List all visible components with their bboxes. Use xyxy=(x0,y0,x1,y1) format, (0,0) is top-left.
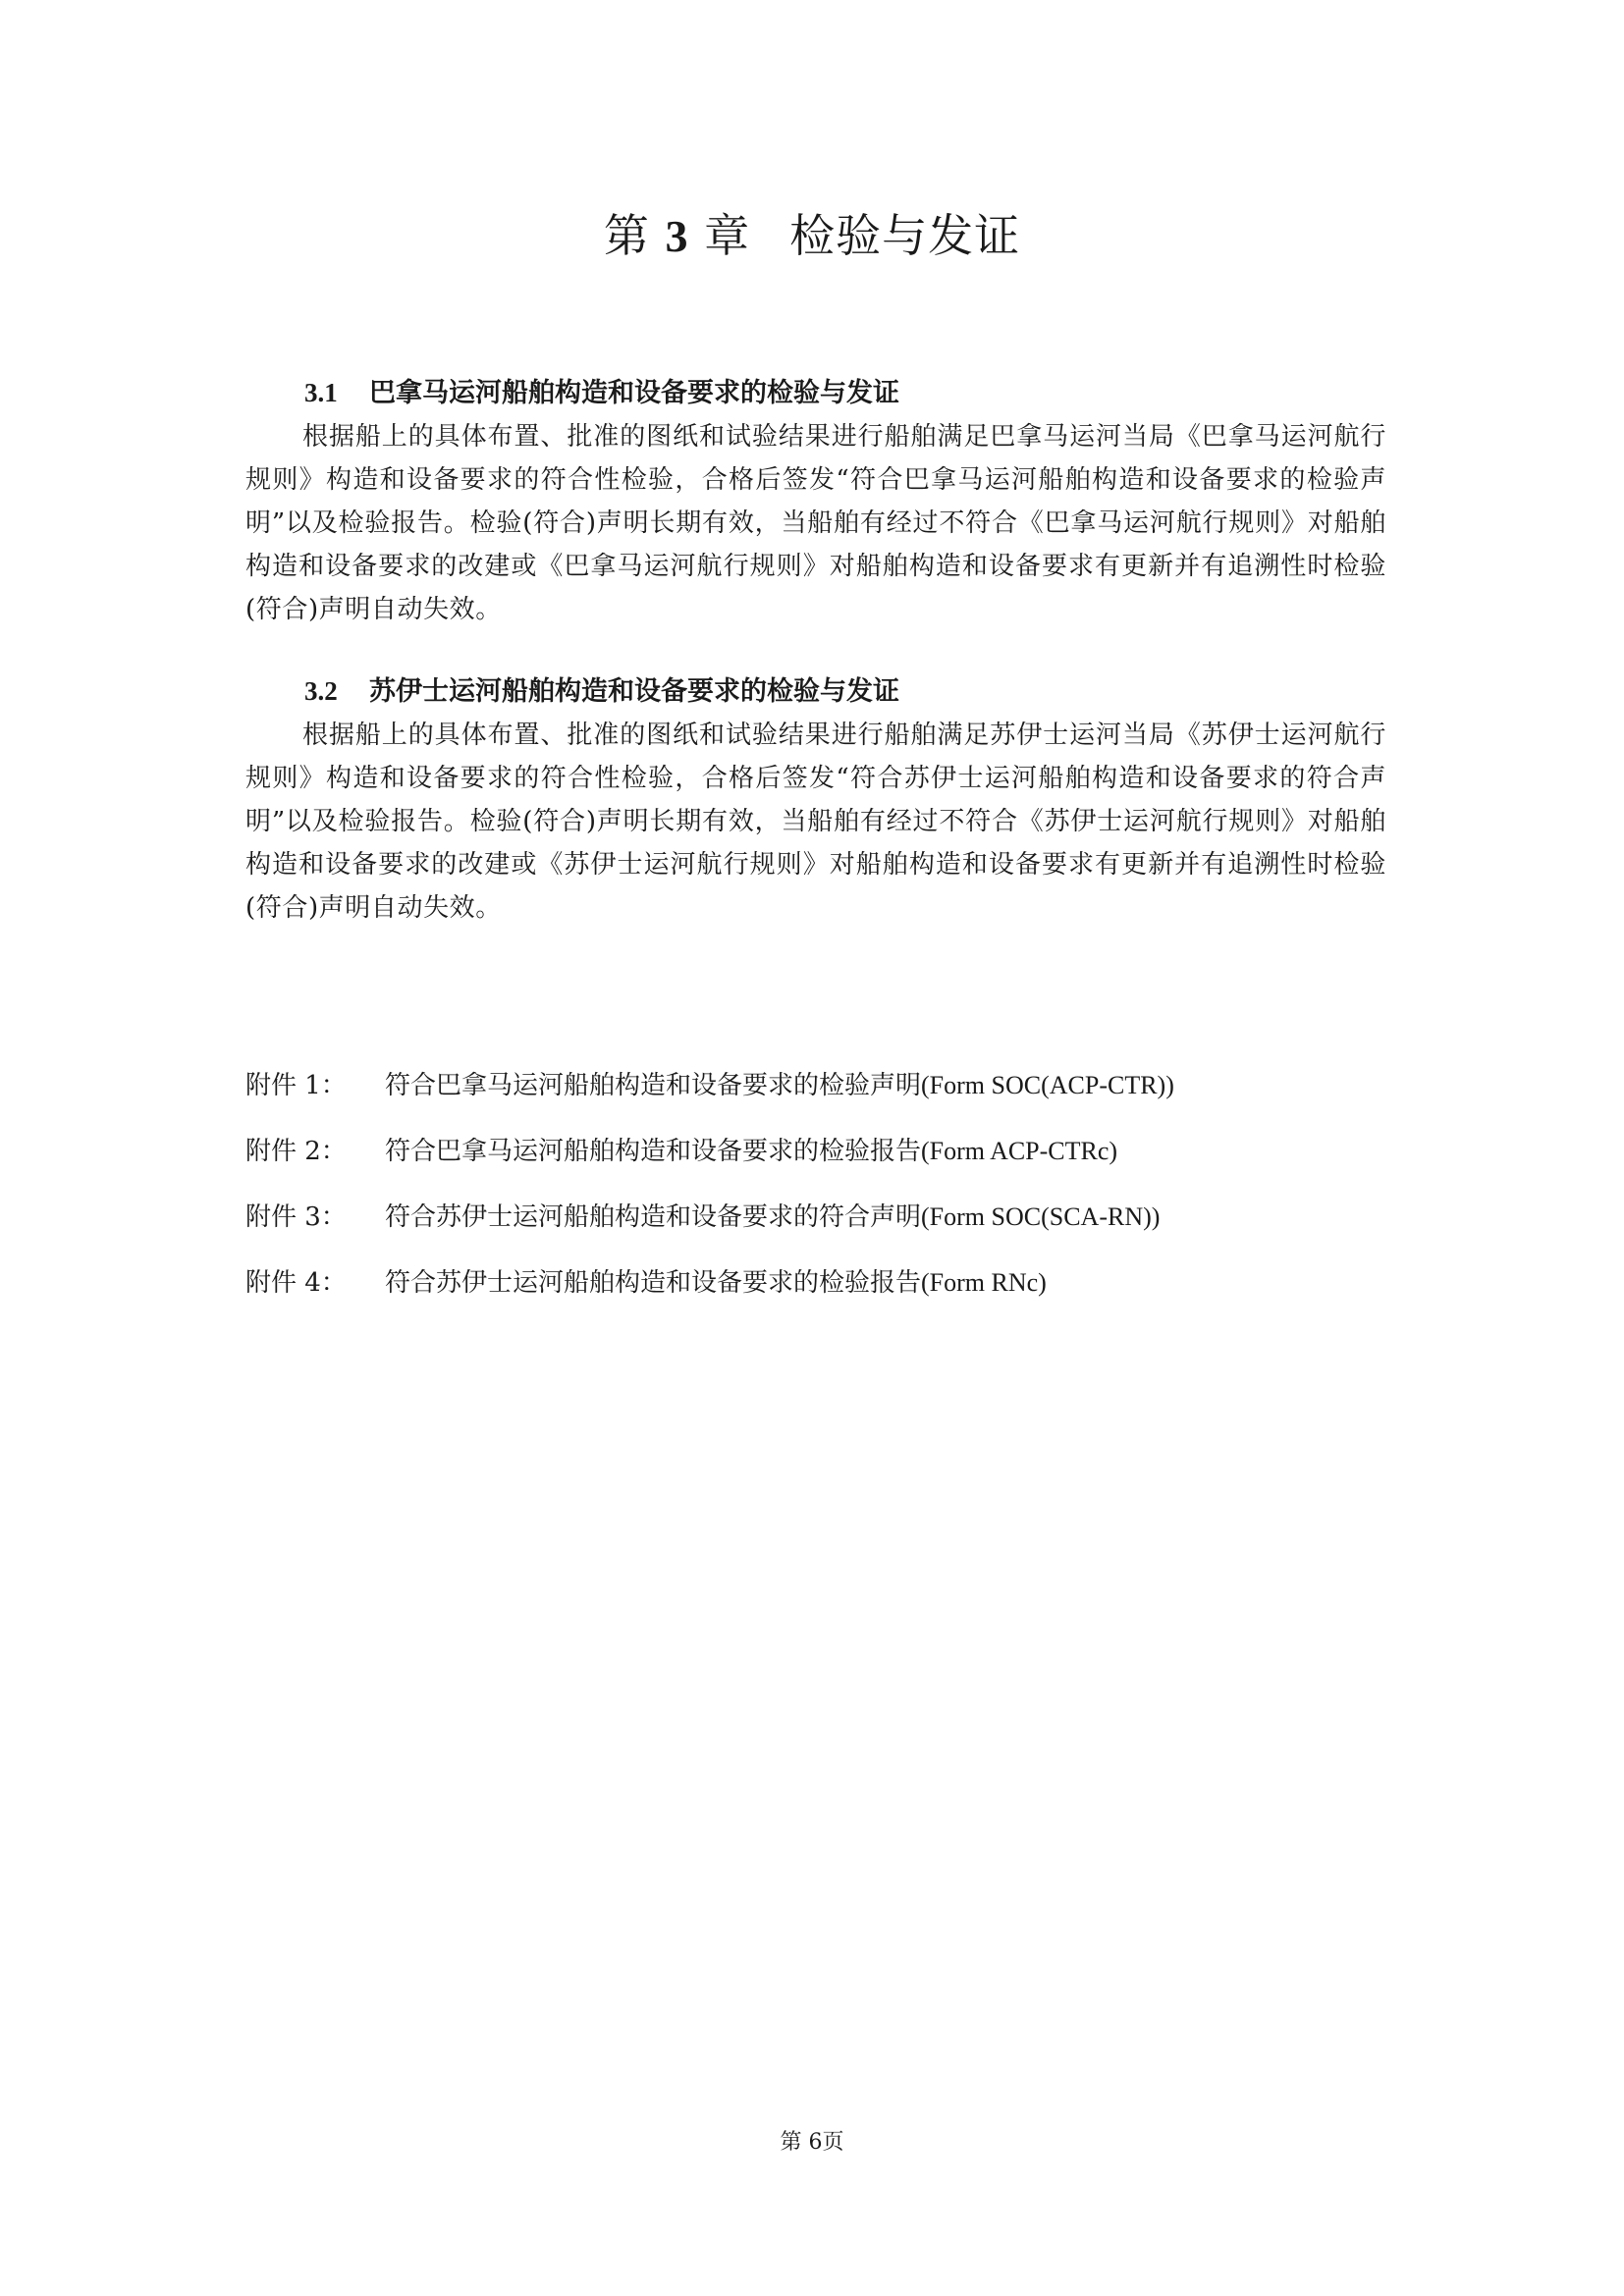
chapter-title-text: 检验与发证 xyxy=(789,209,1021,262)
attachment-label: 附件 3： xyxy=(245,1202,347,1232)
section-title: 苏伊士运河船舶构造和设备要求的检验与发证 xyxy=(369,676,899,707)
attachment-text: 符合苏伊士运河船舶构造和设备要求的符合声明(Form SOC(SCA-RN)) xyxy=(385,1202,1161,1231)
section-body: 根据船上的具体布置、批准的图纸和试验结果进行船舶满足苏伊士运河当局《苏伊士运河航行规则》构造和设备要求的符合性检验，合格后签发“符合苏伊士运河船舶构造和设备要求的符合声明”以及检验报告。检验(符合)声明长期有效，当船舶有经过不符合《苏伊士运河航行规则》对船舶构造和设备要求的改建或《苏伊士运河航行规则》对船舶构造和设备要求有更新并有追溯性时检验(符合)声明自动失效。 xyxy=(245,721,1386,923)
attachment-item xyxy=(245,1197,1386,1238)
chapter-prefix: 第 xyxy=(603,209,650,262)
section-number: 3.1 xyxy=(304,378,338,407)
section-heading xyxy=(245,371,1386,415)
attachment-text: 符合巴拿马运河船舶构造和设备要求的检验声明(Form SOC(ACP-CTR)) xyxy=(385,1071,1174,1099)
section-3-2 xyxy=(245,669,1386,930)
attachment-label: 附件 1： xyxy=(245,1071,347,1100)
attachment-item xyxy=(245,1131,1386,1172)
attachment-label: 附件 2： xyxy=(245,1137,347,1166)
section-body: 根据船上的具体布置、批准的图纸和试验结果进行船舶满足巴拿马运河当局《巴拿马运河航行规则》构造和设备要求的符合性检验，合格后签发“符合巴拿马运河船舶构造和设备要求的检验声明”以及检验报告。检验(符合)声明长期有效，当船舶有经过不符合《巴拿马运河航行规则》对船舶构造和设备要求的改建或《巴拿马运河航行规则》对船舶构造和设备要求有更新并有追溯性时检验(符合)声明自动失效。 xyxy=(245,422,1386,624)
chapter-title xyxy=(0,206,1624,266)
section-heading xyxy=(245,669,1386,714)
attachment-list xyxy=(245,1065,1386,1328)
page-number: 第 6页 xyxy=(780,2130,844,2155)
attachment-item xyxy=(245,1262,1386,1304)
attachment-item xyxy=(245,1065,1386,1106)
attachment-text: 符合巴拿马运河船舶构造和设备要求的检验报告(Form ACP-CTRc) xyxy=(385,1137,1118,1165)
chapter-number: 3 xyxy=(665,211,689,261)
section-number: 3.2 xyxy=(304,676,338,706)
section-title: 巴拿马运河船舶构造和设备要求的检验与发证 xyxy=(369,378,899,408)
section-3-1 xyxy=(245,371,1386,631)
attachment-label: 附件 4： xyxy=(245,1268,347,1298)
chapter-suffix: 章 xyxy=(704,209,751,262)
attachment-text: 符合苏伊士运河船舶构造和设备要求的检验报告(Form RNc) xyxy=(385,1268,1047,1297)
